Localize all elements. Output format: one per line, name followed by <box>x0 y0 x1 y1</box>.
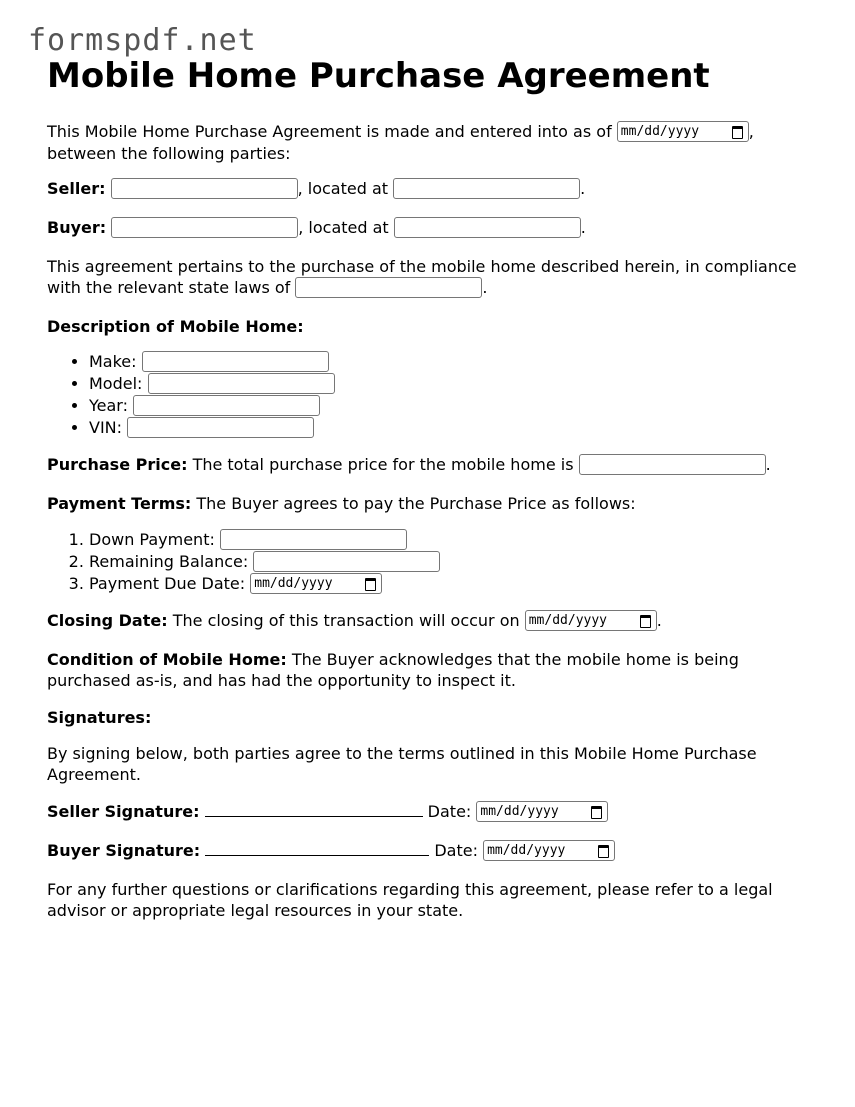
list-item-vin: • VIN: <box>89 417 817 439</box>
list-item-make: • Make: <box>89 351 817 373</box>
list-item-down-payment: 1. Down Payment: <box>89 529 817 551</box>
payment-terms-label: Payment Terms: <box>47 494 192 514</box>
payment-due-date-input[interactable]: mm/dd/yyyy <box>250 573 382 594</box>
pertains-text: This agreement pertains to the purchase of the mobile home described herein, in compliance with the relevant state laws of <box>47 257 797 298</box>
buyer-signature-blank[interactable] <box>205 841 429 856</box>
agreement-date-input[interactable]: mm/dd/yyyy <box>617 121 749 142</box>
watermark: formspdf.net <box>28 23 257 58</box>
model-input[interactable] <box>148 373 335 394</box>
make-input[interactable] <box>142 351 329 372</box>
closing-date-label: Closing Date: <box>47 611 168 631</box>
footer-paragraph: For any further questions or clarifications regarding this agreement, please refer to a legal advisor or appropriate legal resources in your state. <box>47 880 773 921</box>
signatures-paragraph: By signing below, both parties agree to the terms outlined in this Mobile Home Purchase Agreement. <box>47 744 757 785</box>
list-item-year: • Year: <box>89 395 817 417</box>
condition-text: The Buyer acknowledges that the mobile home is being purchased as-is, and has had the opportunity to inspect it. <box>47 650 739 691</box>
purchase-price-label: Purchase Price: <box>47 455 188 475</box>
buyer-signature-line <box>47 840 817 862</box>
condition-label: Condition of Mobile Home: <box>47 650 287 670</box>
buyer-signature-date-input[interactable]: mm/dd/yyyy <box>483 840 615 861</box>
calendar-icon[interactable] <box>598 845 609 858</box>
year-input[interactable] <box>133 395 320 416</box>
description-heading: Description of Mobile Home: <box>47 317 304 337</box>
remaining-balance-input[interactable] <box>253 551 440 572</box>
vin-input[interactable] <box>127 417 314 438</box>
buyer-line: Buyer: , located at . <box>47 218 586 238</box>
seller-line: Seller: , located at . <box>47 179 586 199</box>
payment-terms-line <box>47 493 817 514</box>
buyer-signature-label: Buyer Signature: <box>47 841 201 861</box>
seller-address-input[interactable] <box>393 178 580 199</box>
condition-paragraph <box>47 649 817 691</box>
intro-text-line2: between the following parties: <box>47 144 291 164</box>
intro-text: This Mobile Home Purchase Agreement is made and entered into as of <box>47 122 612 142</box>
pertains-paragraph: This agreement pertains to the purchase of the mobile home described herein, in compliance with the relevant state laws of . <box>47 257 797 298</box>
seller-signature-date-input[interactable]: mm/dd/yyyy <box>476 801 608 822</box>
intro-paragraph: This Mobile Home Purchase Agreement is made and entered into as of mm/dd/yyyy , between the following parties: <box>47 122 754 164</box>
list-item-model: • Model: <box>89 373 817 395</box>
list-item-remaining-balance: 2. Remaining Balance: <box>89 551 817 573</box>
state-input[interactable] <box>295 277 482 298</box>
page-title: Mobile Home Purchase Agreement <box>47 56 710 96</box>
purchase-price-line: Purchase Price: The total purchase price for the mobile home is . <box>47 455 771 475</box>
closing-date-input[interactable]: mm/dd/yyyy <box>525 610 657 631</box>
seller-located-text: , located at <box>297 179 389 199</box>
description-list <box>47 351 817 439</box>
buyer-date-label: Date: <box>434 841 478 861</box>
seller-signature-blank[interactable] <box>205 802 423 817</box>
buyer-name-input[interactable] <box>111 217 298 238</box>
payment-terms-list <box>47 529 817 595</box>
closing-date-line: Closing Date: The closing of this transaction will occur on mm/dd/yyyy . <box>47 611 662 631</box>
calendar-icon[interactable] <box>591 806 602 819</box>
seller-signature-line <box>47 801 817 823</box>
purchase-price-input[interactable] <box>579 454 766 475</box>
down-payment-input[interactable] <box>220 529 407 550</box>
signatures-heading: Signatures: <box>47 708 152 728</box>
purchase-price-text: The total purchase price for the mobile home is <box>192 455 574 475</box>
buyer-address-input[interactable] <box>394 217 581 238</box>
list-item-payment-due-date: 3. Payment Due Date: mm/dd/yyyy <box>89 573 817 595</box>
calendar-icon[interactable] <box>365 578 376 591</box>
closing-date-text: The closing of this transaction will occur on <box>172 611 520 631</box>
buyer-located-text: , located at <box>298 218 389 238</box>
seller-date-label: Date: <box>427 802 472 822</box>
form-document <box>47 58 817 937</box>
calendar-icon[interactable] <box>732 126 743 139</box>
seller-name-input[interactable] <box>111 178 298 199</box>
payment-terms-text: The Buyer agrees to pay the Purchase Price as follows: <box>196 494 636 514</box>
seller-label: Seller: <box>47 179 106 199</box>
buyer-label: Buyer: <box>47 218 107 238</box>
seller-signature-label: Seller Signature: <box>47 802 200 822</box>
calendar-icon[interactable] <box>640 615 651 628</box>
